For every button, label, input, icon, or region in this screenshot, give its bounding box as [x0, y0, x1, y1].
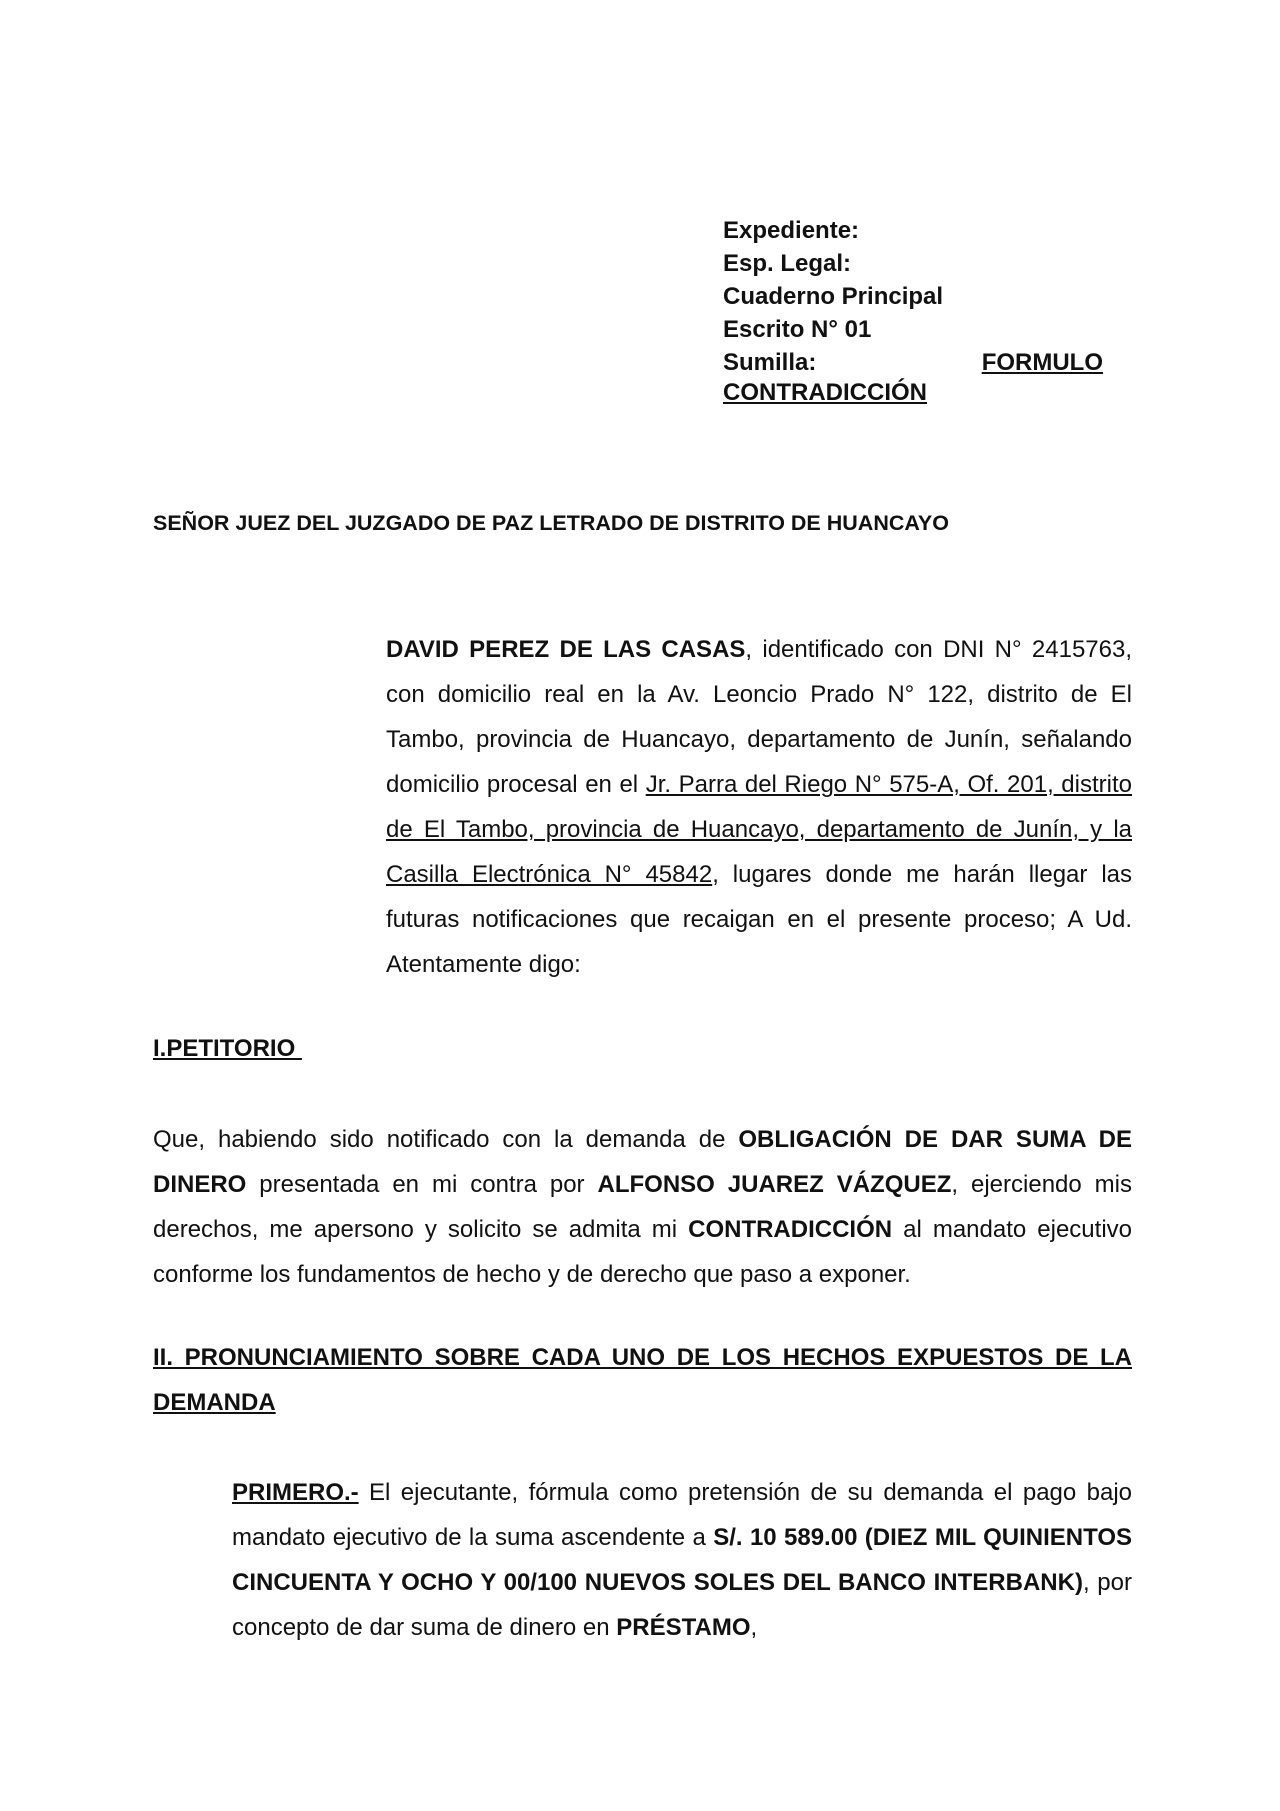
addressee: SEÑOR JUEZ DEL JUZGADO DE PAZ LETRADO DE DISTRITO DE HUANCAYO: [153, 511, 949, 535]
section-heading-pronunciamiento: II. PRONUNCIAMIENTO SOBRE CADA UNO DE LOS HECHOS EXPUESTOS DE LA DEMANDA: [153, 1344, 1132, 1416]
primero-bold-2: PRÉSTAMO: [616, 1614, 751, 1641]
petitioner-name: DAVID PEREZ DE LAS CASAS: [386, 636, 746, 663]
sumilla-value-1: FORMULO: [981, 349, 1103, 376]
intro-text-2: , lugares donde me harán llegar las futuras notificaciones que recaigan en el presente proceso; A Ud. Atentamente digo:: [386, 861, 1132, 978]
petitorio-bold-3: CONTRADICCIÓN: [688, 1216, 893, 1243]
petitorio-text-2: presentada en mi contra por: [246, 1171, 598, 1198]
primero-text-2: , por concepto de dar suma de dinero en: [232, 1569, 1132, 1641]
petitorio-text-4: al mandato ejecutivo conforme los fundamentos de hecho y de derecho que paso a exponer.: [153, 1216, 1132, 1288]
petitorio-paragraph: [153, 1117, 1132, 1297]
primero-label: PRIMERO.-: [232, 1479, 359, 1506]
intro-text-1: , identificado con DNI N° 2415763, con domicilio real en la Av. Leoncio Prado N° 122, distrito de El Tambo, provincia de Huancayo, departamento de Junín, señalando domicilio procesal en el: [386, 636, 1133, 798]
sumilla-line: [723, 346, 1103, 379]
sumilla-value-2: CONTRADICCIÓN: [723, 379, 927, 406]
expediente-label: Expediente:: [723, 217, 860, 244]
procedural-address: Jr. Parra del Riego N° 575-A, Of. 201, distrito de El Tambo, provincia de Huancayo, departamento de Junín, y la Casilla Electrónica N° 45842: [386, 771, 1132, 888]
section-heading-petitorio: I.PETITORIO: [153, 1035, 302, 1062]
esp-legal-label: Esp. Legal:: [723, 250, 852, 277]
primero-text-1: El ejecutante, fórmula como pretensión de su demanda el pago bajo mandato ejecutivo de la suma ascendente a: [232, 1479, 1132, 1551]
petitorio-bold-2: ALFONSO JUAREZ VÁZQUEZ: [597, 1171, 952, 1198]
case-header: [723, 214, 1103, 407]
petitorio-text-1: Que, habiendo sido notificado con la demanda de: [153, 1126, 739, 1153]
primero-bold-1: S/. 10 589.00 (DIEZ MIL QUINIENTOS CINCUENTA Y OCHO Y 00/100 NUEVOS SOLES DEL BANCO INTERBANK): [232, 1524, 1132, 1596]
intro-paragraph: [386, 627, 1132, 987]
petitorio-bold-1: OBLIGACIÓN DE DAR SUMA DE DINERO: [153, 1126, 1133, 1198]
cuaderno-label: Cuaderno Principal: [723, 283, 944, 310]
primero-paragraph: [232, 1470, 1132, 1650]
petitorio-text-3: , ejerciendo mis derechos, me apersono y solicito se admita mi: [153, 1171, 1133, 1243]
sumilla-label: Sumilla:: [723, 349, 817, 376]
primero-text-3: ,: [750, 1614, 758, 1641]
escrito-label: Escrito N° 01: [723, 316, 872, 343]
